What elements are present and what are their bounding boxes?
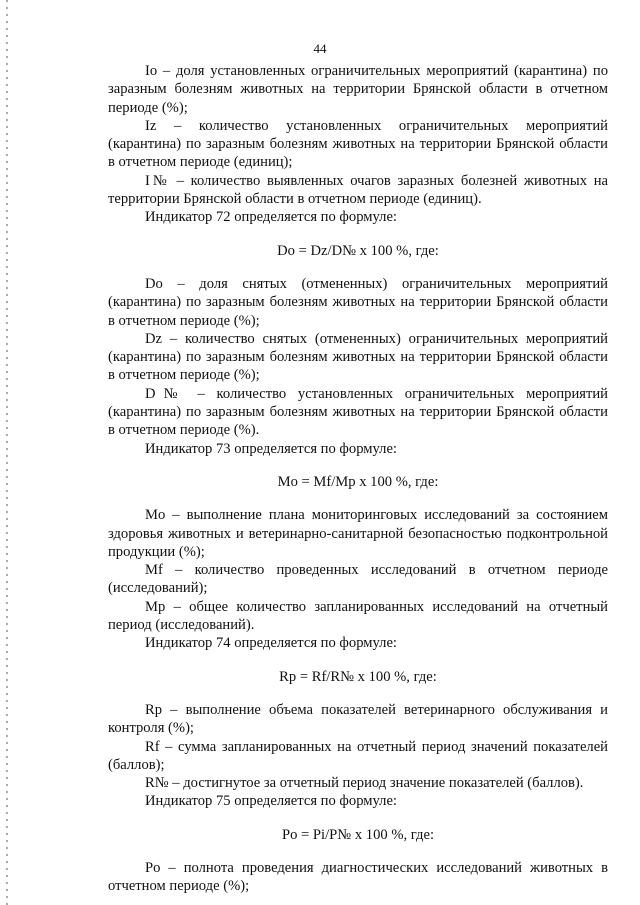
page-number: 44 (313, 41, 327, 56)
formula-line: Po = Pi/P№ x 100 %, где: (281, 826, 434, 843)
paragraph: Iz – количество установленных ограничительных мероприятий (карантина) по заразным болезням животных на территории Брянской области в отчетном периоде (единиц); (108, 117, 608, 171)
paragraph: Индикатор 74 определяется по формуле: (145, 635, 397, 652)
paragraph: Индикатор 72 определяется по формуле: (145, 209, 397, 226)
paragraph: Индикатор 73 определяется по формуле: (145, 440, 397, 457)
paragraph: Mo – выполнение плана мониторинговых исследований за состоянием здоровья животных и ветеринарно-санитарной безопасностью подконтрольной продукции (%); (108, 507, 608, 560)
paragraph: I№ – количество выявленных очагов заразных болезней животных на территории Брянской области в отчетном периоде (единиц). (108, 172, 608, 208)
paragraph: D№ – количество установленных ограничительных мероприятий (карантина) по заразным болезням животных на территории Брянской области в отчетном периоде (%). (108, 385, 608, 439)
paragraph: Rf – сумма запланированных на отчетный период значений показателей (баллов); (108, 738, 608, 773)
paragraph: Индикатор 75 определяется по формуле: (145, 793, 397, 810)
paragraph: Mp – общее количество запланированных исследований на отчетный период (исследований). (108, 598, 608, 634)
paragraph: Rp – выполнение объема показателей ветеринарного обслуживания и контроля (%); (108, 701, 608, 737)
paragraph: Dz – количество снятых (отмененных) ограничительных мероприятий (карантина) по заразным болезням животных на территории Брянской области в отчетном периоде (%); (108, 330, 608, 384)
document-body (108, 62, 608, 896)
paragraph: Io – доля установленных ограничительных мероприятий (карантина) по заразным болезням животных на территории Брянской области в отчетном периоде (%); (108, 63, 608, 116)
scan-binding-edge (6, 0, 8, 905)
paragraph: Po – полнота проведения диагностических исследований животных в отчетном периоде (%); (108, 859, 608, 895)
formula-line: Mo = Mf/Mp x 100 %, где: (277, 473, 439, 490)
formula-line: Do = Dz/D№ x 100 %, где: (277, 242, 439, 259)
paragraph: Do – доля снятых (отмененных) ограничительных мероприятий (карантина) по заразным болезням животных на территории Брянской области в отчетном периоде (%); (108, 275, 608, 329)
formula-line: Rp = Rf/R№ x 100 %, где: (279, 668, 437, 685)
paragraph: R№ – достигнутое за отчетный период значение показателей (баллов). (145, 775, 584, 792)
paragraph: Mf – количество проведенных исследований в отчетном периоде (исследований); (108, 562, 608, 597)
